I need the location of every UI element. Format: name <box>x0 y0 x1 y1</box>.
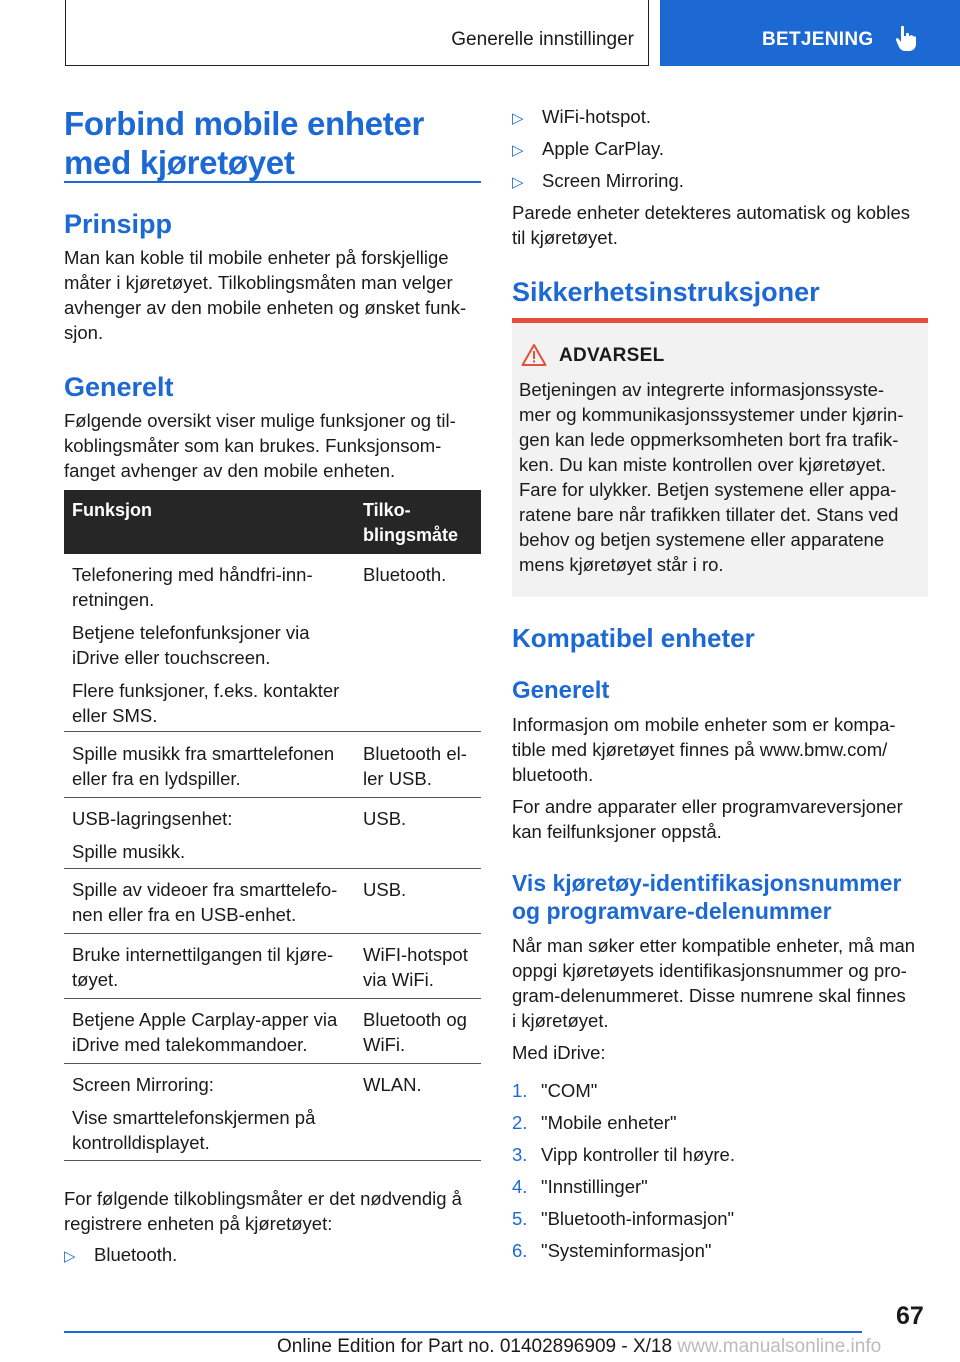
footer-edition <box>277 1336 881 1358</box>
edition-text: Online Edition for Part no. 01402896909 - X/18 <box>277 1336 673 1357</box>
step-item <box>512 1110 677 1135</box>
compat-paragraph-2 <box>512 794 903 844</box>
list-item <box>512 168 684 195</box>
text-line: WiFI-hotspot <box>363 944 468 965</box>
table-cell-connection <box>363 562 446 587</box>
text-line: mer og kommunikasjonssystemer under kjørin‐ <box>519 404 904 425</box>
text-line: kan feilfunksjoner oppstå. <box>512 821 722 842</box>
text-line: eller fra en lydspiller. <box>72 768 241 789</box>
text-line: via WiFi. <box>363 969 434 990</box>
text-line: ken. Du kan miste kontrollen over kjøretøyet. <box>519 454 887 475</box>
paired-paragraph <box>512 200 910 250</box>
text-line: behov og betjen systemene eller apparatene <box>519 529 885 550</box>
list-item-text: Apple CarPlay. <box>542 138 665 159</box>
step-number: 6. <box>512 1240 528 1261</box>
table-cell-connection <box>363 1072 422 1097</box>
text-line: Man kan koble til mobile enheter på forskjellige <box>64 247 449 268</box>
table-cell-function <box>72 1072 315 1155</box>
text-line: Vise smarttelefonskjermen på <box>72 1107 316 1128</box>
heading-generelt: Generelt <box>64 372 174 402</box>
text-line: gen kan lede oppmerksomheten bort fra trafik‐ <box>519 429 899 450</box>
text-line: retningen. <box>72 589 155 610</box>
text-line: USB. <box>363 879 407 900</box>
step-text: "COM" <box>541 1080 598 1101</box>
text-line: kontrolldisplayet. <box>72 1132 210 1153</box>
table-row-divider <box>64 933 481 934</box>
warning-triangle-icon <box>521 343 547 367</box>
table-cell-connection <box>363 806 406 831</box>
table-cell-function <box>72 806 232 864</box>
step-number: 1. <box>512 1080 528 1101</box>
text-line: Bluetooth el‐ <box>363 743 467 764</box>
prinsipp-paragraph <box>64 245 466 345</box>
step-number: 3. <box>512 1144 528 1165</box>
text-line: USB. <box>363 808 407 829</box>
heading-vin <box>512 869 901 925</box>
step-number: 5. <box>512 1208 528 1229</box>
table-row-divider <box>64 797 481 798</box>
text-line: WiFi. <box>363 1034 406 1055</box>
text-line: iDrive eller touchscreen. <box>72 647 271 668</box>
text-line: registrere enheten på kjøretøyet: <box>64 1213 333 1234</box>
step-item <box>512 1238 711 1263</box>
header-section-label: Generelle innstillinger <box>451 29 634 50</box>
text-line: eller SMS. <box>72 705 158 726</box>
step-number: 4. <box>512 1176 528 1197</box>
text-line: Parede enheter detekteres automatisk og kobles <box>512 202 910 223</box>
text-line: WLAN. <box>363 1074 422 1095</box>
step-text: "Systeminformasjon" <box>541 1240 712 1261</box>
registration-paragraph <box>64 1186 462 1236</box>
table-cell-function <box>72 562 354 728</box>
warning-bar <box>512 318 928 323</box>
text-line: koblingsmåter som kan brukes. Funksjonsom‐ <box>64 435 442 456</box>
text-line: Bluetooth. <box>363 564 447 585</box>
table-row-divider <box>64 731 481 732</box>
table-cell-function <box>72 877 337 927</box>
text-line: For følgende tilkoblingsmåter er det nødvendig å <box>64 1188 462 1209</box>
list-item-text: Screen Mirroring. <box>542 170 684 191</box>
idrive-label: Med iDrive: <box>512 1042 606 1063</box>
table-cell-connection <box>363 942 468 992</box>
step-item <box>512 1206 734 1231</box>
heading-line: og programvare-delenummer <box>512 898 832 924</box>
vin-paragraph <box>512 933 915 1033</box>
table-header-function: Funksjon <box>72 500 152 520</box>
text-line: ratene bare når trafikken tillater det. Stans ved <box>519 504 899 525</box>
list-item <box>512 104 651 131</box>
text-line: i kjøretøyet. <box>512 1010 609 1031</box>
header-chapter-label: BETJENING <box>762 29 874 50</box>
text-line: Betjene telefonfunksjoner via <box>72 622 310 643</box>
table-cell-function <box>72 1007 337 1057</box>
step-number: 2. <box>512 1112 528 1133</box>
text-line: bluetooth. <box>512 764 594 785</box>
warning-title: ADVARSEL <box>559 345 665 366</box>
text-line: ler USB. <box>363 768 432 789</box>
table-row-divider <box>64 1063 481 1064</box>
list-item-text: WiFi-hotspot. <box>542 106 651 127</box>
header-line: Tilko‐ <box>363 500 411 520</box>
text-line: Spille av videoer fra smarttelefo‐ <box>72 879 338 900</box>
step-text: "Innstillinger" <box>541 1176 648 1197</box>
heading-line: Vis kjøretøy-identifikasjonsnummer <box>512 870 902 896</box>
text-line: sjon. <box>64 322 104 343</box>
step-text: Vipp kontroller til høyre. <box>541 1144 735 1165</box>
text-line: oppgi kjøretøyets identifikasjonsnummer og pro‐ <box>512 960 907 981</box>
table-header-connection <box>363 498 458 548</box>
page-title-line2: med kjøretøyet <box>64 144 295 181</box>
text-line: til kjøretøyet. <box>512 227 618 248</box>
text-line: måter i kjøretøyet. Tilkoblingsmåten man velger <box>64 272 453 293</box>
text-line: Bruke internettilgangen til kjøre‐ <box>72 944 334 965</box>
table-cell-function <box>72 942 333 992</box>
footer-divider <box>64 1331 862 1333</box>
text-line: USB-lagringsenhet: <box>72 808 233 829</box>
text-line: Flere funksjoner, f.eks. kontakter <box>72 680 340 701</box>
triangle-bullet-icon: ▷ <box>512 174 524 191</box>
text-line: Fare for ulykker. Betjen systemene eller appa‐ <box>519 479 897 500</box>
text-line: Betjene Apple Carplay-apper via <box>72 1009 338 1030</box>
heading-safety: Sikkerhetsinstruksjoner <box>512 277 820 307</box>
table-row-divider <box>64 868 481 869</box>
page-title <box>64 104 424 182</box>
text-line: tøyet. <box>72 969 119 990</box>
text-line: tible med kjøretøyet finnes på www.bmw.com/ <box>512 739 888 760</box>
text-line: fanget avhenger av den mobile enheten. <box>64 460 396 481</box>
compat-paragraph <box>512 712 896 787</box>
generelt-paragraph <box>64 408 456 483</box>
text-line: Screen Mirroring: <box>72 1074 214 1095</box>
step-item <box>512 1078 597 1103</box>
step-item <box>512 1174 648 1199</box>
triangle-bullet-icon: ▷ <box>512 110 524 127</box>
table-cell-function <box>72 741 334 791</box>
text-line: iDrive med talekommandoer. <box>72 1034 308 1055</box>
page-title-line1: Forbind mobile enheter <box>64 105 425 142</box>
page-number: 67 <box>896 1302 924 1330</box>
heading-compat: Kompatibel enheter <box>512 623 755 653</box>
title-divider <box>64 181 481 183</box>
step-text: "Bluetooth-informasjon" <box>541 1208 735 1229</box>
table-row-divider <box>64 1160 481 1161</box>
list-item-text: Bluetooth. <box>94 1244 178 1265</box>
text-line: Betjeningen av integrerte informasjonssyste‐ <box>519 379 885 400</box>
table-cell-connection <box>363 1007 467 1057</box>
triangle-bullet-icon: ▷ <box>64 1248 76 1265</box>
text-line: avhenger av den mobile enheten og ønsket funk‐ <box>64 297 467 318</box>
text-line: nen eller fra en USB-enhet. <box>72 904 297 925</box>
table-row-divider <box>64 998 481 999</box>
text-line: For andre apparater eller programvareversjoner <box>512 796 903 817</box>
text-line: Telefonering med håndfri-inn‐ <box>72 564 313 585</box>
text-line: Bluetooth og <box>363 1009 467 1030</box>
list-item <box>64 1242 177 1269</box>
text-line: gram-delenummeret. Disse numrene skal finnes <box>512 985 906 1006</box>
header-line: blingsmåte <box>363 525 459 545</box>
heading-compat-general: Generelt <box>512 677 610 704</box>
hand-pointer-icon <box>894 24 920 52</box>
text-line: Følgende oversikt viser mulige funksjoner og til‐ <box>64 410 456 431</box>
table-cell-connection <box>363 877 406 902</box>
warning-text <box>519 377 904 577</box>
text-line: mens kjøretøyet står i ro. <box>519 554 724 575</box>
heading-prinsipp: Prinsipp <box>64 209 173 239</box>
text-line: Informasjon om mobile enheter som er kompa‐ <box>512 714 896 735</box>
text-line: Spille musikk fra smarttelefonen <box>72 743 335 764</box>
triangle-bullet-icon: ▷ <box>512 142 524 159</box>
table-cell-connection <box>363 741 467 791</box>
text-line: Spille musikk. <box>72 841 186 862</box>
step-item <box>512 1142 735 1167</box>
step-text: "Mobile enheter" <box>541 1112 677 1133</box>
list-item <box>512 136 664 163</box>
text-line: Når man søker etter kompatible enheter, må man <box>512 935 916 956</box>
header-section-tab <box>65 0 649 66</box>
watermark-text: www.manualsonline.info <box>677 1336 882 1357</box>
